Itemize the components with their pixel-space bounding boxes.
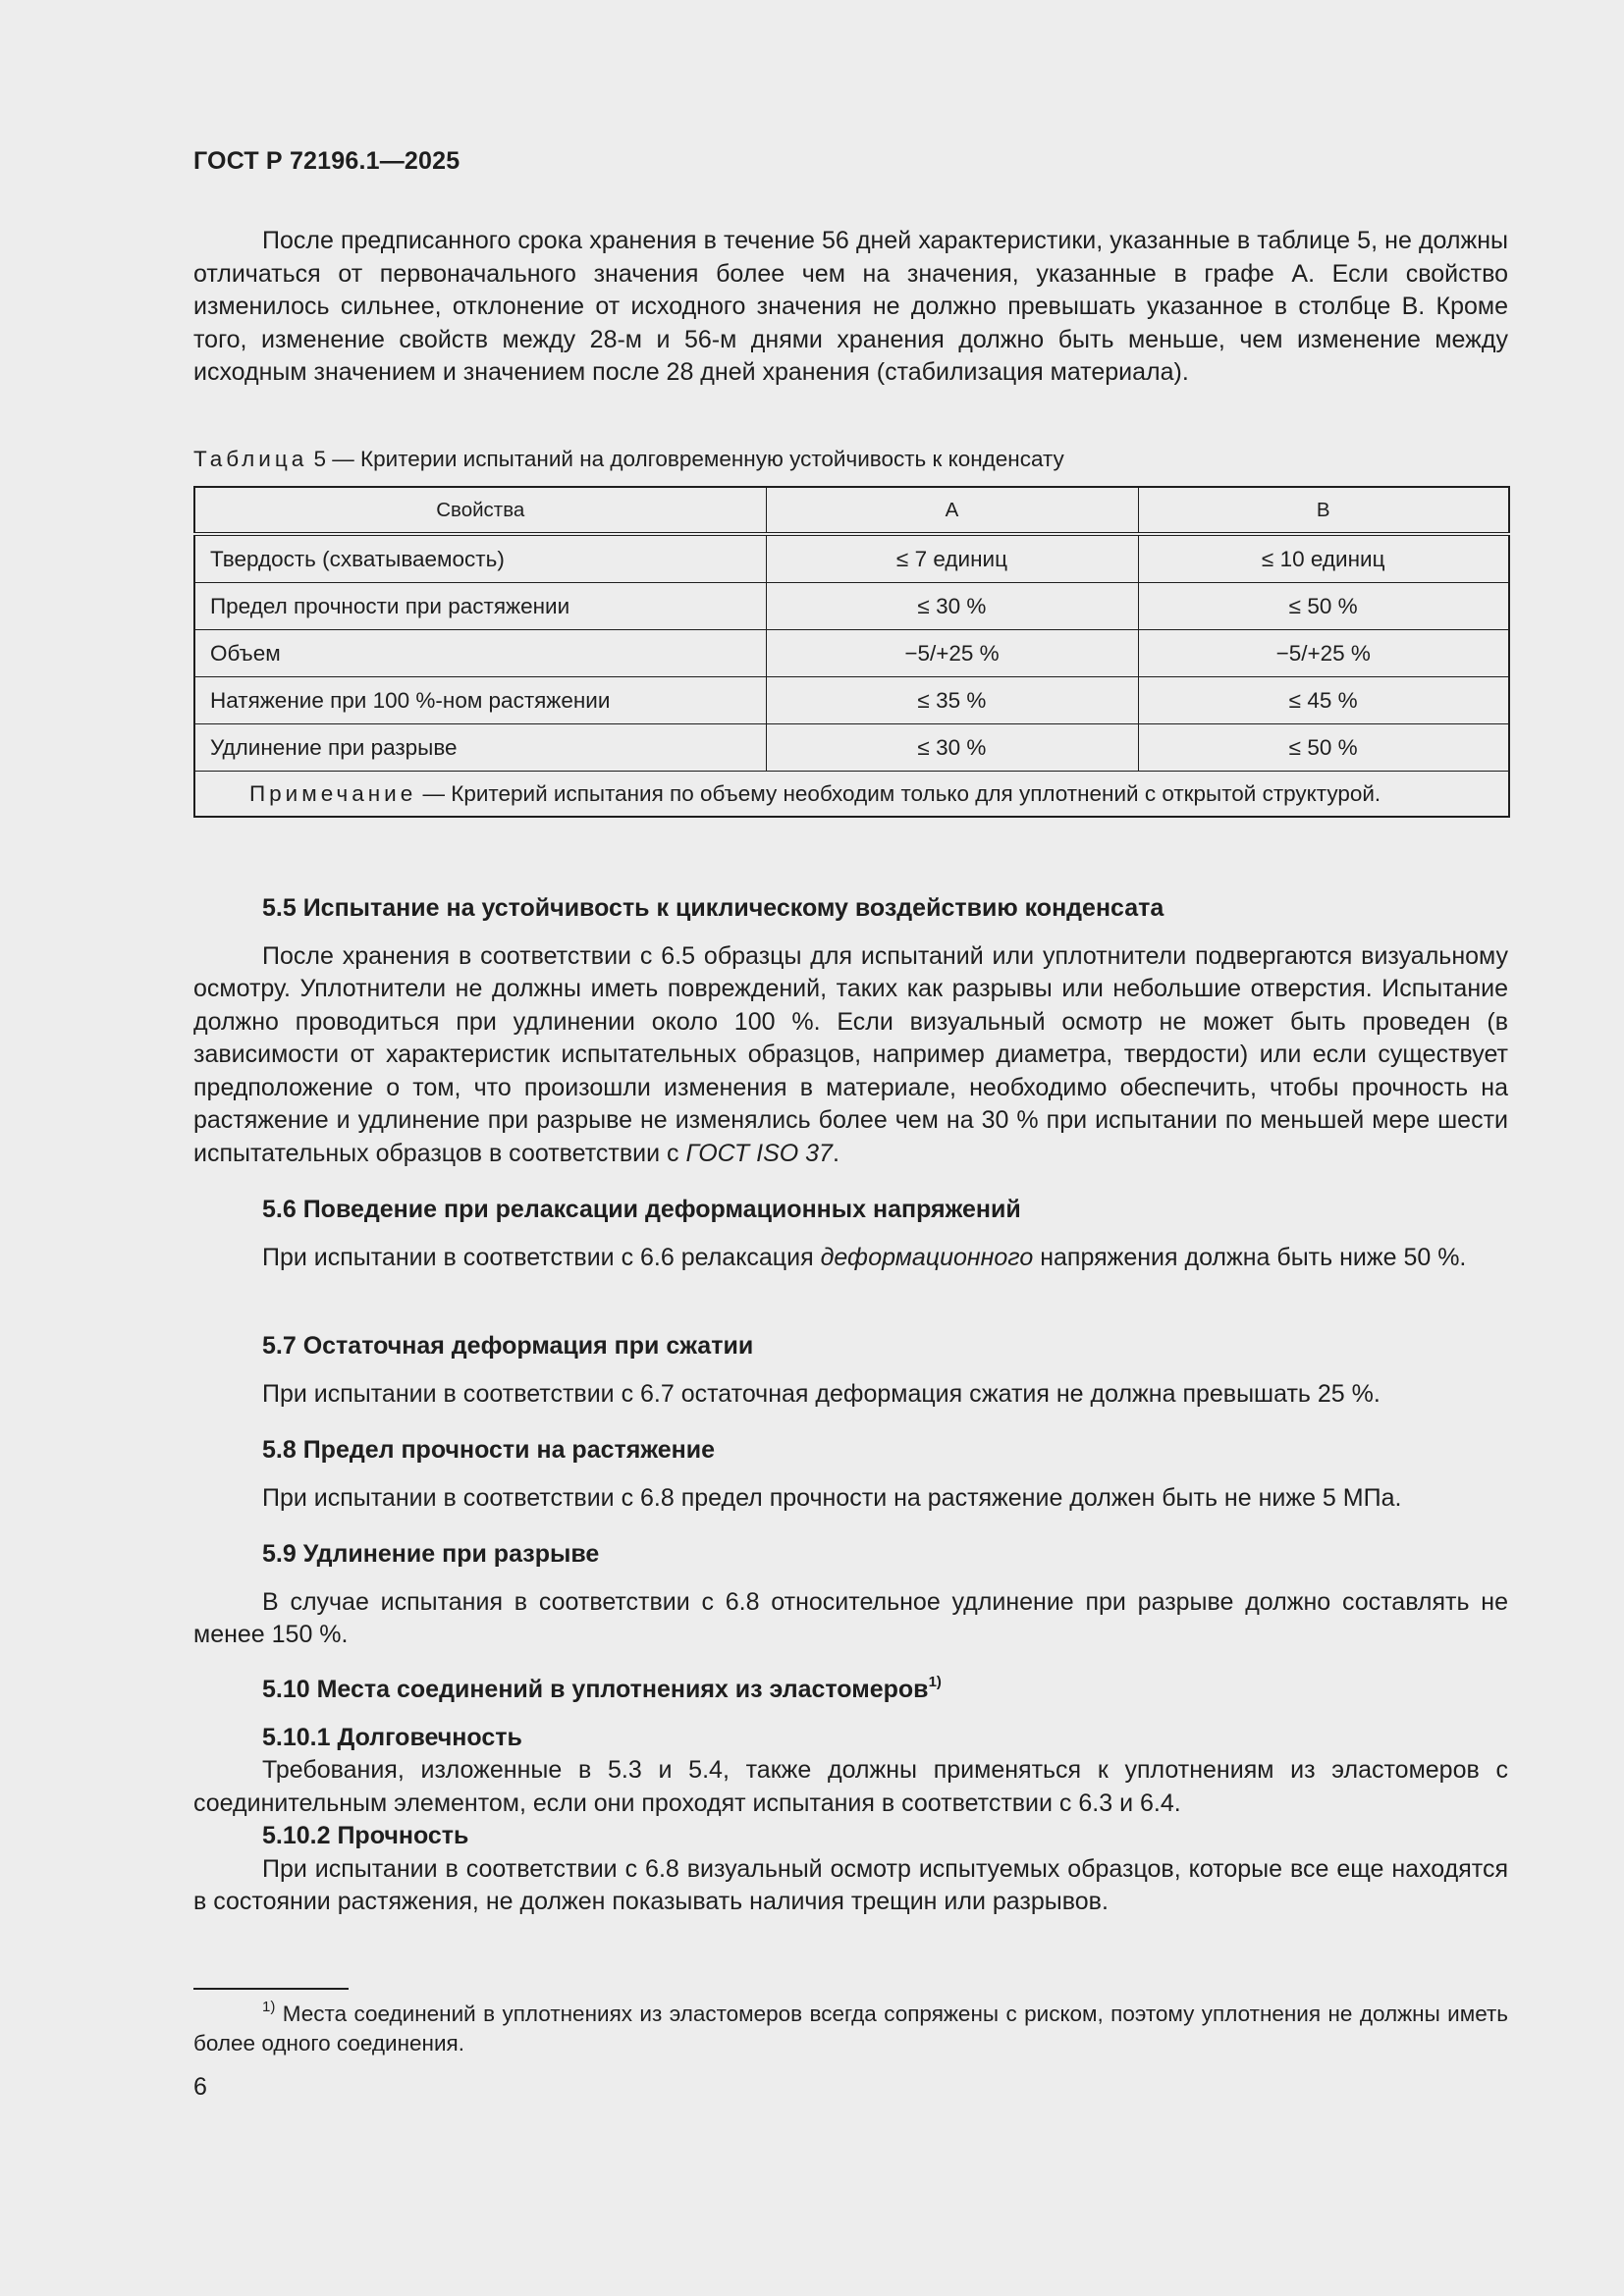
subsection-heading: 5.10.2 Прочность: [262, 1822, 469, 1849]
page-number: 6: [193, 2073, 207, 2101]
value-b-cell: ≤ 45 %: [1138, 677, 1509, 724]
section-5-5: [193, 892, 1508, 1170]
value-b-cell: ≤ 10 единиц: [1138, 534, 1509, 583]
value-b-cell: ≤ 50 %: [1138, 724, 1509, 772]
table-row: [194, 630, 1509, 677]
section-heading: 5.9 Удлинение при разрыве: [262, 1540, 600, 1568]
value-b-cell: −5/+25 %: [1138, 630, 1509, 677]
intro-paragraph: После предписанного срока хранения в течение 56 дней характеристики, указанные в таблице 5, не должны отличаться от первоначального значения более чем на значения, указанные в графе А. Если свойство изменилось сильнее, отклонение от исходного значения не должно превышать указанное в столбце В. Кроме того, изменение свойств между 28-м и 56-м днями хранения должно быть меньше, чем изменение между исходным значением и значением после 28 дней хранения (стабилизация материала).: [193, 227, 1508, 386]
column-header-property: Свойства: [194, 487, 766, 534]
value-a-cell: ≤ 35 %: [766, 677, 1138, 724]
section-paragraph: [193, 1242, 1508, 1275]
section-5-7: [193, 1330, 1508, 1411]
table-row: [194, 677, 1509, 724]
table-header-row: [194, 487, 1509, 534]
footnote-separator: [193, 1988, 349, 1990]
column-header-a: A: [766, 487, 1138, 534]
section-paragraph: При испытании в соответствии с 6.8 предел прочности на растяжение должен быть не ниже 5 МПа.: [262, 1483, 1402, 1512]
value-a-cell: ≤ 7 единиц: [766, 534, 1138, 583]
section-paragraph: При испытании в соответствии с 6.7 остаточная деформация сжатия не должна превышать 25 %.: [262, 1379, 1380, 1408]
standard-reference: ГОСТ ISO 37: [685, 1139, 833, 1167]
section-paragraph: [193, 940, 1508, 1171]
section-5-9: [193, 1538, 1508, 1652]
table-caption-prefix: Таблица: [193, 447, 308, 471]
table-row: [194, 534, 1509, 583]
italic-term: деформационного: [820, 1243, 1034, 1271]
footnote-text: Места соединений в уплотнениях из эластомеров всегда сопряжены с риском, поэтому уплотнения не должны иметь более одного соединения.: [193, 2002, 1508, 2056]
property-cell: Предел прочности при растяжении: [194, 583, 766, 630]
criteria-table: [193, 486, 1510, 818]
value-a-cell: −5/+25 %: [766, 630, 1138, 677]
section-heading: 5.6 Поведение при релаксации деформационных напряжений: [262, 1196, 1021, 1223]
section-heading: [193, 1674, 1508, 1707]
section-5-10: [193, 1674, 1508, 1919]
section-5-8: [193, 1434, 1508, 1515]
section-5-6: [193, 1194, 1508, 1274]
value-b-cell: ≤ 50 %: [1138, 583, 1509, 630]
property-cell: Натяжение при 100 %-ном растяжении: [194, 677, 766, 724]
property-cell: Объем: [194, 630, 766, 677]
section-heading: 5.7 Остаточная деформация при сжатии: [262, 1332, 754, 1360]
section-heading: 5.5 Испытание на устойчивость к циклическому воздействию конденсата: [262, 894, 1164, 922]
section-heading: 5.8 Предел прочности на растяжение: [262, 1436, 716, 1464]
property-cell: Удлинение при разрыве: [194, 724, 766, 772]
property-cell: Твердость (схватываемость): [194, 534, 766, 583]
paragraph-text: После хранения в соответствии с 6.5 образцы для испытаний или уплотнители подвергаются визуальному осмотру. Уплотнители не должны иметь повреждений, таких как разрывы или небольшие отверстия. Испытание должно проводиться при удлинении около 100 %. Если визуальный осмотр не может быть проведен (в зависимости от характеристик испытательных образцов, например диаметра, твердости) или если существует предположение о том, что произошли изменения в материале, необходимо обеспечить, чтобы прочность на растяжение и удлинение при разрыве не изменялись более чем на 30 % при испытании по меньшей мере шести испытательных образцов в соответствии с: [193, 941, 1508, 1167]
table-note-row: [194, 772, 1509, 818]
table-row: [194, 583, 1509, 630]
paragraph-text: При испытании в соответствии с 6.6 релаксация: [262, 1243, 821, 1271]
footnote-mark: 1): [262, 1998, 276, 2015]
subsection-paragraph: Требования, изложенные в 5.3 и 5.4, также должны применяться к уплотнениям из эластомеров с соединительным элементом, если они проходят испытания в соответствии с 6.3 и 6.4.: [193, 1756, 1508, 1817]
table-note: [194, 772, 1509, 818]
footnote-marker: 1): [928, 1673, 942, 1690]
section-paragraph: В случае испытания в соответствии с 6.8 относительное удлинение при разрыве должно составлять не менее 150 %.: [193, 1587, 1508, 1648]
table-caption: [193, 445, 1508, 474]
document-code-header: ГОСТ Р 72196.1—2025: [193, 147, 460, 175]
table-note-text: — Критерий испытания по объему необходим только для уплотнений с открытой структурой.: [416, 781, 1381, 806]
subsection-paragraph: При испытании в соответствии с 6.8 визуальный осмотр испытуемых образцов, которые все еще находятся в состоянии растяжения, не должен показывать наличия трещин или разрывов.: [193, 1854, 1508, 1915]
value-a-cell: ≤ 30 %: [766, 724, 1138, 772]
paragraph-text-end: .: [832, 1139, 839, 1167]
value-a-cell: ≤ 30 %: [766, 583, 1138, 630]
table-caption-text: 5 — Критерии испытаний на долговременную устойчивость к конденсату: [307, 447, 1064, 471]
footnote: [193, 2000, 1508, 2058]
table-row: [194, 724, 1509, 772]
table-note-label: Примечание: [249, 781, 417, 806]
subsection-heading: 5.10.1 Долговечность: [262, 1723, 522, 1751]
section-heading-text: 5.10 Места соединений в уплотнениях из эластомеров: [262, 1676, 929, 1703]
paragraph-text-end: напряжения должна быть ниже 50 %.: [1033, 1243, 1467, 1271]
column-header-b: B: [1138, 487, 1509, 534]
